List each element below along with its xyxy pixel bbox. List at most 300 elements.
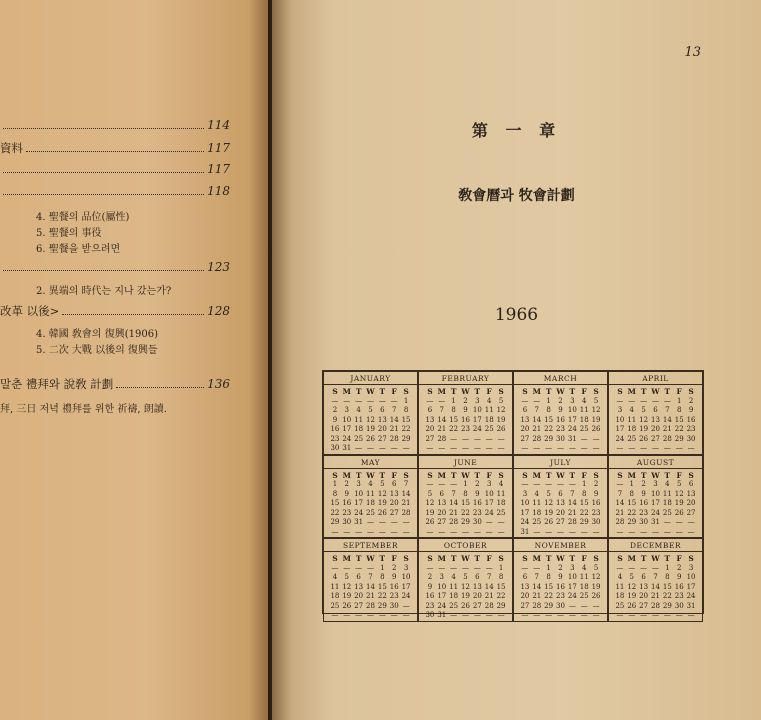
blank-day-cell [578, 602, 590, 612]
day-cell: 26 [591, 592, 601, 600]
day-cell: 27 [377, 434, 387, 443]
day-grid [519, 471, 602, 538]
blank-day-cell [471, 435, 483, 445]
day-cell: 1 [403, 396, 409, 405]
month-name: FEBRUARY [419, 372, 512, 385]
blank-day-cell [376, 611, 388, 621]
day-cell: 5 [498, 396, 504, 405]
blank-day-cell [329, 611, 341, 621]
day-cell: 3 [653, 480, 658, 488]
day-cell: 18 [496, 499, 506, 507]
day-cell: 31 [567, 434, 577, 443]
blank-day-cell [685, 518, 697, 528]
blank-day-cell [566, 444, 578, 454]
day-cell: 2 [427, 573, 433, 581]
day-cell: 11 [627, 415, 637, 424]
day-cell: 4 [356, 406, 361, 414]
month-name: MARCH [514, 372, 607, 385]
day-cell: 1 [463, 480, 468, 488]
toc-line [0, 162, 230, 176]
day-cell: 3 [344, 406, 349, 414]
blank-day-cell [531, 480, 543, 490]
day-cell: 21 [615, 508, 625, 517]
day-cell: 15 [627, 499, 637, 507]
day-cell: 30 [639, 518, 649, 526]
blank-day-cell [543, 528, 555, 538]
day-cell: 7 [486, 573, 492, 581]
day-cell: 23 [461, 425, 470, 433]
toc-page-number: 117 [207, 141, 230, 155]
day-cell: 19 [342, 592, 352, 600]
day-cell: 8 [403, 406, 409, 414]
weekday-header: M [342, 387, 351, 396]
blank-day-cell [566, 480, 578, 490]
day-cell: 23 [472, 508, 482, 517]
blank-day-cell [543, 444, 555, 454]
day-cell: 18 [579, 415, 589, 424]
day-cell: 26 [674, 508, 684, 517]
blank-day-cell [460, 444, 472, 454]
blank-day-cell [400, 611, 412, 621]
day-cell: 26 [496, 425, 506, 433]
blank-day-cell [365, 397, 377, 407]
day-cell: 27 [425, 434, 435, 443]
blank-day-cell [495, 528, 507, 538]
day-cell: 11 [579, 573, 589, 581]
day-cell: 4 [617, 573, 623, 581]
day-cell: 25 [366, 508, 375, 517]
blank-day-cell [365, 444, 377, 454]
day-grid [329, 471, 412, 538]
weekday-header: W [461, 387, 470, 396]
day-cell: 24 [437, 601, 447, 610]
blank-day-cell [353, 444, 365, 454]
day-cell: 25 [354, 434, 364, 443]
day-cell: 15 [496, 582, 506, 591]
blank-day-cell [483, 528, 495, 538]
day-cell: 15 [461, 499, 470, 507]
day-cell: 12 [591, 406, 601, 414]
day-cell: 16 [591, 499, 601, 507]
weekday-header: S [522, 387, 528, 396]
day-cell: 16 [461, 415, 470, 424]
day-cell: 15 [330, 499, 340, 507]
day-cell: 16 [639, 499, 649, 507]
blank-day-cell [376, 518, 388, 528]
day-cell: 23 [330, 434, 340, 443]
blank-day-cell [578, 444, 590, 454]
blank-day-cell [531, 564, 543, 574]
day-cell: 7 [653, 573, 658, 581]
weekday-header: T [450, 554, 457, 563]
day-cell: 25 [496, 508, 506, 517]
day-cell: 14 [651, 582, 660, 591]
day-cell: 9 [391, 573, 397, 581]
month-name: OCTOBER [419, 539, 512, 552]
weekday-header: S [498, 387, 504, 396]
day-cell: 5 [546, 489, 551, 498]
day-cell: 21 [484, 592, 494, 600]
day-cell: 9 [688, 406, 694, 414]
day-cell: 28 [567, 518, 577, 526]
day-cell: 11 [484, 406, 494, 414]
day-cell: 2 [558, 563, 563, 572]
day-cell: 20 [520, 425, 530, 433]
day-cell: 19 [377, 499, 387, 507]
day-cell: 18 [627, 425, 637, 433]
blank-day-cell [353, 564, 365, 574]
day-cell: 1 [676, 396, 682, 405]
toc-page-number: 123 [207, 260, 230, 274]
blank-day-cell [566, 611, 578, 621]
day-cell: 9 [427, 582, 433, 591]
day-cell: 26 [461, 601, 470, 610]
day-grid [329, 554, 412, 621]
day-cell: 3 [688, 563, 694, 572]
day-cell: 15 [449, 415, 459, 424]
day-cell: 17 [686, 582, 696, 591]
dot-leader [116, 387, 204, 388]
day-cell: 12 [377, 489, 387, 498]
blank-day-cell [555, 528, 567, 538]
month-february [418, 371, 513, 455]
day-cell: 13 [639, 582, 649, 591]
day-cell: 20 [651, 425, 660, 433]
day-cell: 2 [475, 480, 480, 488]
day-cell: 18 [366, 499, 375, 507]
day-cell: 6 [475, 573, 480, 581]
day-cell: 24 [484, 508, 494, 517]
day-cell: 22 [449, 425, 459, 433]
day-cell: 20 [639, 592, 649, 600]
day-cell: 9 [332, 415, 338, 424]
blank-day-cell [519, 611, 531, 621]
day-cell: 7 [403, 480, 409, 488]
day-cell: 3 [486, 480, 492, 488]
day-cell: 4 [581, 563, 587, 572]
day-cell: 20 [520, 592, 530, 600]
day-cell: 31 [342, 444, 352, 452]
weekday-header: S [403, 387, 409, 396]
toc-sub-entry: 4. 韓國 敎會의 復興(1906) [36, 329, 158, 340]
day-cell: 24 [567, 592, 577, 600]
chapter-heading: 第 一 章 [471, 121, 562, 140]
day-cell: 28 [662, 434, 672, 443]
day-cell: 11 [496, 489, 506, 498]
day-cell: 12 [639, 415, 649, 424]
weekday-header: T [545, 554, 552, 563]
day-cell: 2 [558, 396, 563, 405]
blank-day-cell [531, 611, 543, 621]
day-cell: 22 [579, 508, 589, 517]
day-cell: 29 [461, 518, 470, 526]
day-cell: 28 [532, 601, 542, 610]
weekday-header: S [427, 470, 433, 480]
blank-day-cell [400, 602, 412, 612]
day-cell: 21 [567, 508, 577, 517]
day-cell: 5 [641, 406, 646, 414]
day-cell: 7 [391, 406, 397, 414]
day-cell: 20 [389, 499, 399, 507]
blank-day-cell [341, 611, 353, 621]
blank-day-cell [329, 397, 341, 407]
day-cell: 4 [498, 480, 504, 488]
day-cell: 26 [544, 518, 554, 526]
day-cell: 14 [567, 499, 577, 507]
day-cell: 17 [437, 592, 447, 600]
day-cell: 30 [425, 611, 435, 619]
day-cell: 18 [579, 582, 589, 591]
day-cell: 7 [665, 406, 670, 414]
weekday-header: T [450, 470, 457, 480]
blank-day-cell [388, 528, 400, 538]
day-cell: 10 [567, 573, 577, 581]
day-cell: 25 [579, 592, 589, 600]
blank-day-cell [471, 564, 483, 574]
blank-day-cell [661, 518, 673, 528]
day-cell: 5 [368, 406, 373, 414]
day-cell: 30 [686, 434, 696, 443]
month-november [513, 538, 608, 622]
weekday-header: M [627, 387, 636, 396]
day-cell: 3 [403, 563, 409, 572]
calendar-year: 1966 [494, 305, 539, 325]
blank-day-cell [448, 528, 460, 538]
month-september [323, 538, 418, 622]
day-cell: 27 [520, 434, 530, 443]
day-cell: 19 [544, 508, 554, 517]
weekday-header: S [403, 554, 409, 563]
day-cell: 26 [377, 508, 387, 517]
blank-day-cell [365, 528, 377, 538]
day-cell: 19 [627, 592, 637, 600]
day-cell: 12 [342, 582, 352, 591]
day-cell: 25 [615, 601, 625, 610]
weekday-header: M [532, 554, 541, 563]
day-cell: 16 [389, 582, 399, 591]
day-cell: 6 [427, 406, 433, 414]
weekday-header: S [332, 470, 338, 480]
day-cell: 10 [520, 499, 530, 507]
day-cell: 4 [368, 480, 373, 488]
day-cell: 17 [567, 415, 577, 424]
blank-day-cell [673, 528, 685, 538]
blank-day-cell [471, 444, 483, 454]
day-cell: 13 [651, 415, 660, 424]
weekday-header: S [427, 554, 433, 563]
weekday-header: S [617, 554, 623, 563]
weekday-header: S [593, 554, 599, 563]
day-cell: 6 [688, 480, 694, 488]
day-cell: 21 [366, 592, 375, 600]
weekday-header: T [545, 387, 552, 396]
blank-day-cell [566, 528, 578, 538]
day-cell: 6 [356, 573, 361, 581]
day-cell: 7 [617, 489, 623, 498]
day-cell: 22 [461, 508, 470, 517]
blank-day-cell [685, 444, 697, 454]
day-cell: 3 [475, 396, 480, 405]
day-cell: 8 [463, 489, 468, 498]
day-cell: 10 [651, 489, 660, 498]
day-cell: 21 [532, 592, 542, 600]
day-cell: 13 [437, 499, 447, 507]
day-cell: 19 [591, 582, 601, 591]
day-cell: 21 [532, 425, 542, 433]
blank-day-cell [685, 611, 697, 621]
blank-day-cell [626, 444, 638, 454]
weekday-header: F [391, 387, 397, 396]
weekday-header: T [379, 387, 386, 396]
day-cell: 19 [425, 508, 435, 517]
blank-day-cell [614, 480, 626, 490]
day-cell: 10 [567, 406, 577, 414]
blank-day-cell [590, 602, 602, 612]
day-cell: 7 [534, 573, 539, 581]
day-cell: 6 [522, 406, 528, 414]
blank-day-cell [448, 444, 460, 454]
blank-day-cell [424, 444, 436, 454]
toc-line [0, 184, 230, 198]
month-may [323, 455, 418, 539]
day-cell: 5 [344, 573, 349, 581]
blank-day-cell [626, 611, 638, 621]
day-cell: 23 [639, 508, 649, 517]
day-cell: 5 [593, 396, 599, 405]
day-cell: 6 [653, 406, 658, 414]
toc-page-number: 118 [207, 184, 230, 198]
day-cell: 4 [332, 573, 338, 581]
blank-day-cell [388, 444, 400, 454]
day-cell: 29 [544, 434, 554, 443]
day-cell: 4 [665, 480, 670, 488]
day-cell: 16 [472, 499, 482, 507]
day-cell: 28 [449, 518, 459, 526]
blank-day-cell [388, 397, 400, 407]
day-cell: 29 [544, 601, 554, 610]
day-cell: 24 [686, 592, 696, 600]
blank-day-cell [519, 444, 531, 454]
blank-day-cell [388, 611, 400, 621]
blank-day-cell [448, 480, 460, 490]
weekday-header: W [366, 387, 375, 396]
day-cell: 5 [676, 480, 682, 488]
blank-day-cell [388, 518, 400, 528]
toc-page-number: 117 [207, 162, 230, 176]
blank-day-cell [365, 611, 377, 621]
blank-day-cell [578, 435, 590, 445]
weekday-header: W [651, 554, 660, 563]
day-cell: 10 [342, 415, 352, 424]
blank-day-cell [448, 564, 460, 574]
day-cell: 1 [665, 563, 670, 572]
blank-day-cell [483, 611, 495, 621]
blank-day-cell [424, 480, 436, 490]
blank-day-cell [365, 518, 377, 528]
blank-day-cell [638, 444, 650, 454]
blank-day-cell [673, 518, 685, 528]
day-cell: 8 [546, 406, 551, 414]
weekday-header: F [581, 470, 587, 480]
day-cell: 28 [615, 518, 625, 526]
blank-day-cell [531, 397, 543, 407]
weekday-header: W [556, 554, 565, 563]
blank-day-cell [448, 611, 460, 621]
day-cell: 9 [676, 573, 682, 581]
day-cell: 27 [472, 601, 482, 610]
day-cell: 15 [401, 415, 411, 424]
day-cell: 14 [662, 415, 672, 424]
weekday-header: T [355, 554, 362, 563]
weekday-header: S [617, 470, 623, 480]
dot-leader [3, 172, 204, 173]
day-cell: 13 [472, 582, 482, 591]
weekday-header: T [474, 470, 481, 480]
day-cell: 17 [615, 425, 625, 433]
day-cell: 10 [354, 489, 364, 498]
day-cell: 30 [342, 518, 352, 526]
toc-sub-entry: 4. 聖餐의 品位(屬性) [36, 212, 130, 223]
blank-day-cell [483, 435, 495, 445]
day-cell: 8 [665, 573, 670, 581]
blank-day-cell [519, 480, 531, 490]
day-cell: 12 [627, 582, 637, 591]
day-cell: 4 [581, 396, 587, 405]
day-cell: 12 [461, 582, 470, 591]
dot-leader [3, 128, 204, 129]
month-december [608, 538, 703, 622]
day-cell: 26 [639, 434, 649, 443]
blank-day-cell [376, 397, 388, 407]
day-cell: 11 [579, 406, 589, 414]
day-cell: 27 [686, 508, 696, 517]
day-cell: 20 [377, 425, 387, 433]
day-cell: 3 [570, 396, 575, 405]
day-cell: 22 [544, 592, 554, 600]
blank-day-cell [495, 518, 507, 528]
day-cell: 31 [354, 518, 364, 526]
toc-line [0, 140, 230, 156]
day-cell: 15 [579, 499, 589, 507]
blank-day-cell [483, 518, 495, 528]
day-cell: 31 [651, 518, 660, 526]
weekday-header: F [676, 387, 682, 396]
day-cell: 28 [437, 434, 447, 443]
weekday-header: S [498, 470, 504, 480]
blank-day-cell [436, 444, 448, 454]
weekday-header: T [640, 387, 647, 396]
day-cell: 22 [544, 425, 554, 433]
weekday-header: W [366, 554, 375, 563]
day-cell: 3 [439, 573, 444, 581]
blank-day-cell [341, 564, 353, 574]
blank-day-cell [531, 444, 543, 454]
day-cell: 9 [641, 489, 646, 498]
blank-day-cell [400, 528, 412, 538]
day-cell: 22 [496, 592, 506, 600]
weekday-header: M [532, 387, 541, 396]
blank-day-cell [673, 444, 685, 454]
blank-day-cell [400, 444, 412, 454]
day-cell: 15 [662, 582, 672, 591]
day-cell: 27 [389, 508, 399, 517]
day-cell: 8 [332, 489, 338, 498]
right-page [272, 0, 761, 720]
day-cell: 16 [342, 499, 352, 507]
day-grid [519, 387, 602, 454]
day-cell: 25 [449, 601, 459, 610]
day-cell: 17 [484, 499, 494, 507]
